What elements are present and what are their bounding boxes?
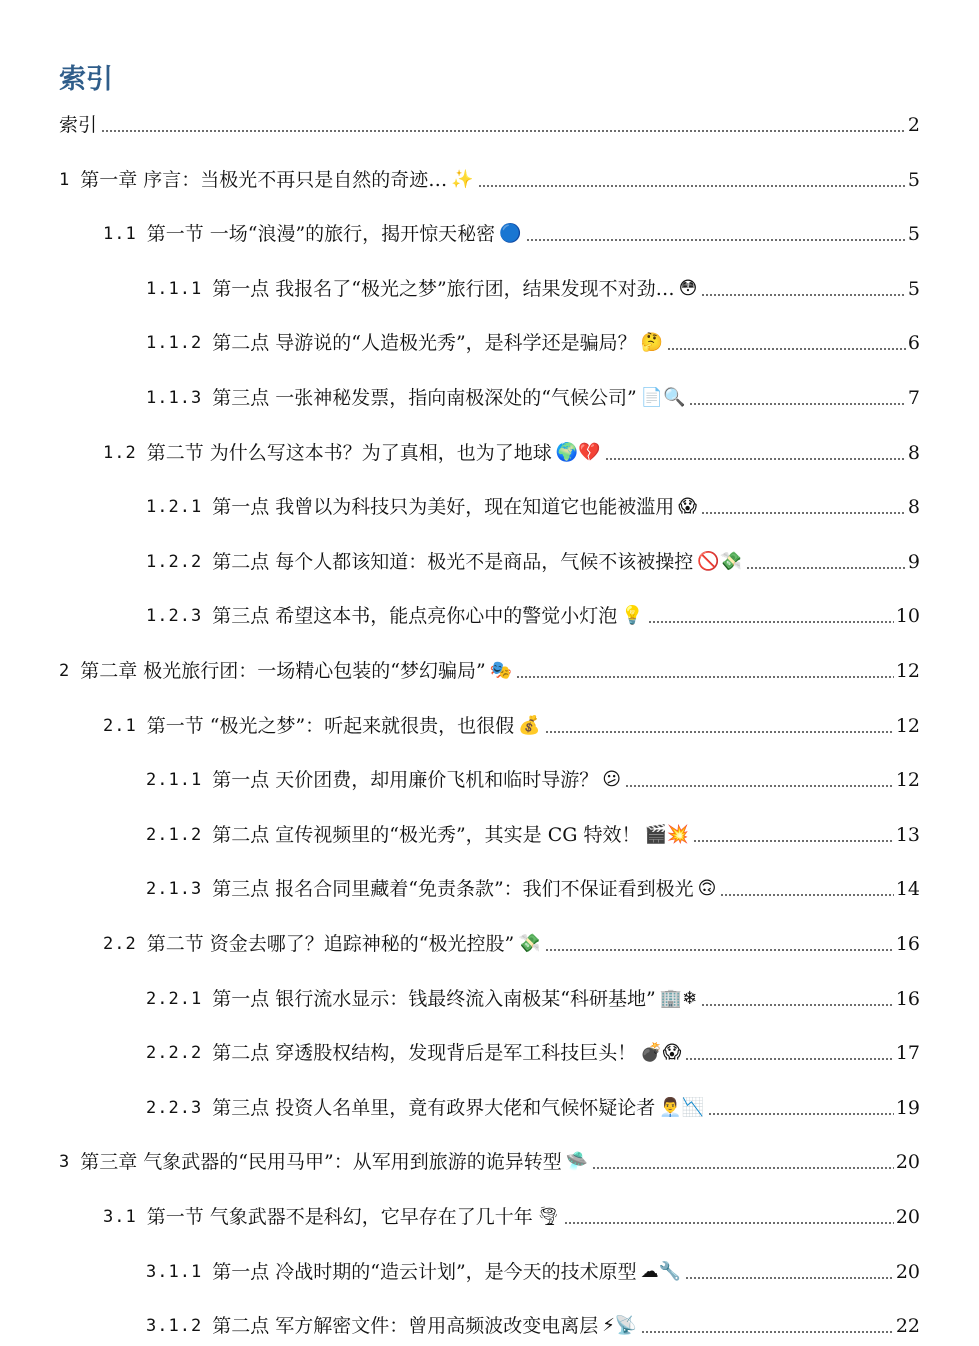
toc-entry[interactable] (59, 108, 920, 138)
toc-entry-title: 第一节 气象武器不是科幻，它早存在了几十年 (146, 1206, 533, 1228)
toc-entry[interactable] (59, 163, 920, 193)
toc-entry-page-number: 8 (907, 496, 920, 518)
toc-entry[interactable] (59, 654, 920, 684)
toc-entry[interactable] (146, 326, 920, 356)
dot-leader (693, 840, 894, 842)
dot-leader (564, 1222, 894, 1224)
toc-entry-number: 2.2 (103, 934, 137, 954)
toc-entry-number: 2.2.2 (146, 1043, 203, 1063)
toc-entry-page-number: 7 (907, 387, 920, 409)
toc-entry-number: 1 (59, 170, 71, 190)
toc-entry-page-number: 12 (895, 715, 920, 737)
toc-entry-emoji-icon: 😱 (678, 496, 697, 517)
toc-entry-page-number: 20 (895, 1151, 920, 1173)
toc-entry-number: 2.1 (103, 716, 137, 736)
toc-entry-number: 1.1.3 (146, 388, 203, 408)
toc-entry-page-number: 5 (907, 223, 920, 245)
toc-entry-title: 第三点 一张神秘发票，指向南极深处的“气候公司” (212, 387, 637, 409)
toc-entry[interactable] (146, 1036, 920, 1066)
toc-entry-number: 1.1.2 (146, 333, 203, 353)
toc-entry-page-number: 16 (895, 933, 920, 955)
toc-entry[interactable] (146, 1091, 920, 1121)
toc-entry-emoji-icon: ⚡📡 (602, 1315, 638, 1336)
toc-entry-page-number: 12 (895, 660, 920, 682)
toc-entry[interactable] (146, 982, 920, 1012)
toc-entry-number: 3.1.1 (146, 1262, 203, 1282)
toc-entry-number: 3 (59, 1152, 71, 1172)
dot-leader (592, 1167, 894, 1169)
toc-entry-title: 索引 (59, 114, 98, 136)
toc-entry-page-number: 20 (895, 1261, 920, 1283)
toc-entry-number: 1.2.3 (146, 606, 203, 626)
toc-entry-number: 2.2.3 (146, 1098, 203, 1118)
toc-entry-number: 2 (59, 661, 71, 681)
toc-entry-page-number: 8 (907, 442, 920, 464)
toc-entry-emoji-icon: 🚫💸 (697, 551, 743, 572)
toc-entry-emoji-icon: 🌍💔 (555, 442, 601, 463)
toc-entry[interactable] (103, 1200, 920, 1230)
toc-entry-page-number: 20 (895, 1206, 920, 1228)
toc-entry-page-number: 12 (895, 769, 920, 791)
toc-entry-emoji-icon: 😕 (602, 769, 621, 790)
index-heading: 索引 (59, 64, 113, 95)
toc-entry-title: 第一点 银行流水显示：钱最终流入南极某“科研基地” (212, 988, 656, 1010)
dot-leader (478, 185, 906, 187)
toc-entry-emoji-icon: 🏢❄ (659, 988, 698, 1009)
toc-entry-emoji-icon: 💰 (518, 715, 541, 736)
toc-entry[interactable] (146, 1309, 920, 1339)
toc-entry-number: 1.2 (103, 443, 137, 463)
dot-leader (526, 239, 906, 241)
toc-entry-title: 第二点 军方解密文件：曾用高频波改变电离层 (212, 1315, 599, 1337)
toc-entry[interactable] (103, 927, 920, 957)
toc-entry-number: 2.1.2 (146, 825, 203, 845)
toc-entry-emoji-icon: 🤔 (640, 332, 664, 353)
toc-entry-emoji-icon: 💡 (621, 605, 644, 626)
toc-entry-page-number: 14 (895, 878, 920, 900)
dot-leader (689, 403, 905, 405)
toc-entry-title: 第三点 希望这本书，能点亮你心中的警觉小灯泡 (212, 605, 618, 627)
dot-leader (746, 567, 906, 569)
toc-entry[interactable] (146, 381, 920, 411)
toc-entry-emoji-icon: 🎬💥 (644, 824, 690, 845)
toc-entry[interactable] (59, 1145, 920, 1175)
toc-entry[interactable] (103, 217, 920, 247)
toc-entry-emoji-icon: 😳 (678, 278, 698, 299)
toc-entry-emoji-icon: 🛸 (565, 1151, 589, 1172)
toc-entry-title: 第一点 天价团费，却用廉价飞机和临时导游？ (212, 769, 599, 791)
toc-entry-number: 2.1.1 (146, 770, 203, 790)
toc-entry-title: 第二点 每个人都该知道：极光不是商品，气候不该被操控 (212, 551, 694, 573)
toc-entry[interactable] (146, 545, 920, 575)
toc-entry-page-number: 16 (895, 988, 920, 1010)
dot-leader (667, 348, 906, 350)
toc-entry-page-number: 5 (907, 278, 920, 300)
toc-entry-emoji-icon: ✨ (451, 169, 474, 190)
toc-entry-emoji-icon: 📄🔍 (640, 387, 686, 408)
toc-entry-number: 2.1.3 (146, 879, 203, 899)
dot-leader (545, 949, 894, 951)
toc-entry[interactable] (146, 872, 920, 902)
toc-entry-number: 3.1.2 (146, 1316, 203, 1336)
toc-entry[interactable] (146, 599, 920, 629)
dot-leader (685, 1277, 894, 1279)
toc-entry-emoji-icon: 🌪 (536, 1206, 560, 1227)
toc-entry-number: 1.2.1 (146, 497, 203, 517)
toc-entry-number: 2.2.1 (146, 989, 203, 1009)
toc-entry-emoji-icon: 💸 (518, 933, 541, 954)
toc-entry-title: 第一章 序言：当极光不再只是自然的奇迹… (80, 169, 448, 191)
dot-leader (720, 894, 893, 896)
toc-entry-emoji-icon: 👨‍💼📉 (659, 1097, 705, 1118)
toc-entry-title: 第二节 资金去哪了？追踪神秘的“极光控股” (146, 933, 515, 955)
toc-entry-page-number: 19 (895, 1097, 920, 1119)
toc-entry-emoji-icon: ☁🔧 (640, 1261, 682, 1282)
dot-leader (701, 294, 905, 296)
dot-leader (685, 1058, 893, 1060)
toc-entry-page-number: 10 (895, 605, 920, 627)
toc-entry-title: 第二点 穿透股权结构，发现背后是军工科技巨头！ (212, 1042, 637, 1064)
toc-entry-title: 第一点 我曾以为科技只为美好，现在知道它也能被滥用 (212, 496, 675, 518)
dot-leader (101, 130, 906, 132)
dot-leader (545, 731, 894, 733)
dot-leader (516, 676, 894, 678)
dot-leader (605, 458, 906, 460)
toc-entry-title: 第一点 冷战时期的“造云计划”，是今天的技术原型 (212, 1261, 637, 1283)
toc-entry-number: 3.1 (103, 1207, 137, 1227)
toc-entry-page-number: 13 (895, 824, 920, 846)
dot-leader (648, 621, 894, 623)
toc-entry-title: 第一节 一场“浪漫”的旅行，揭开惊天秘密 (146, 223, 496, 245)
toc-entry-title: 第三点 投资人名单里，竟有政界大佬和气候怀疑论者 (212, 1097, 656, 1119)
toc-entry-page-number: 6 (907, 332, 920, 354)
toc-entry[interactable] (146, 818, 920, 848)
toc-entry-title: 第二节 为什么写这本书？为了真相，也为了地球 (146, 442, 552, 464)
toc-entry-emoji-icon: 💣😱 (640, 1042, 682, 1063)
toc-entry-emoji-icon: 🙃 (697, 878, 717, 899)
toc-entry-page-number: 5 (907, 169, 920, 191)
dot-leader (701, 512, 906, 514)
toc-entry[interactable] (146, 1255, 920, 1285)
toc-entry-number: 1.2.2 (146, 552, 203, 572)
toc-entry[interactable] (103, 436, 920, 466)
toc-entry-title: 第二章 极光旅行团：一场精心包装的“梦幻骗局” (80, 660, 486, 682)
toc-entry-title: 第二点 宣传视频里的“极光秀”，其实是 CG 特效！ (212, 824, 641, 846)
toc-entry[interactable] (103, 709, 920, 739)
toc-entry-emoji-icon: 🎭 (489, 660, 513, 681)
dot-leader (701, 1004, 894, 1006)
dot-leader (708, 1113, 894, 1115)
toc-entry-number: 1.1 (103, 224, 137, 244)
toc-entry-page-number: 17 (895, 1042, 920, 1064)
toc-entry[interactable] (146, 272, 920, 302)
toc-entry[interactable] (146, 490, 920, 520)
dot-leader (641, 1331, 894, 1333)
toc-entry-title: 第一节 “极光之梦”：听起来就很贵，也很假 (146, 715, 515, 737)
toc-entry[interactable] (146, 763, 920, 793)
toc-entry-title: 第一点 我报名了“极光之梦”旅行团，结果发现不对劲… (212, 278, 675, 300)
toc-entry-page-number: 22 (895, 1315, 920, 1337)
toc-entry-title: 第二点 导游说的“人造极光秀”，是科学还是骗局？ (212, 332, 637, 354)
toc-entry-title: 第三点 报名合同里藏着“免责条款”：我们不保证看到极光 (212, 878, 694, 900)
toc-entry-number: 1.1.1 (146, 279, 203, 299)
dot-leader (625, 785, 894, 787)
toc-entry-emoji-icon: 🔵 (499, 223, 522, 244)
toc-entry-page-number: 9 (907, 551, 920, 573)
toc-entry-title: 第三章 气象武器的“民用马甲”：从军用到旅游的诡异转型 (80, 1151, 562, 1173)
toc-entry-page-number: 2 (907, 114, 920, 136)
